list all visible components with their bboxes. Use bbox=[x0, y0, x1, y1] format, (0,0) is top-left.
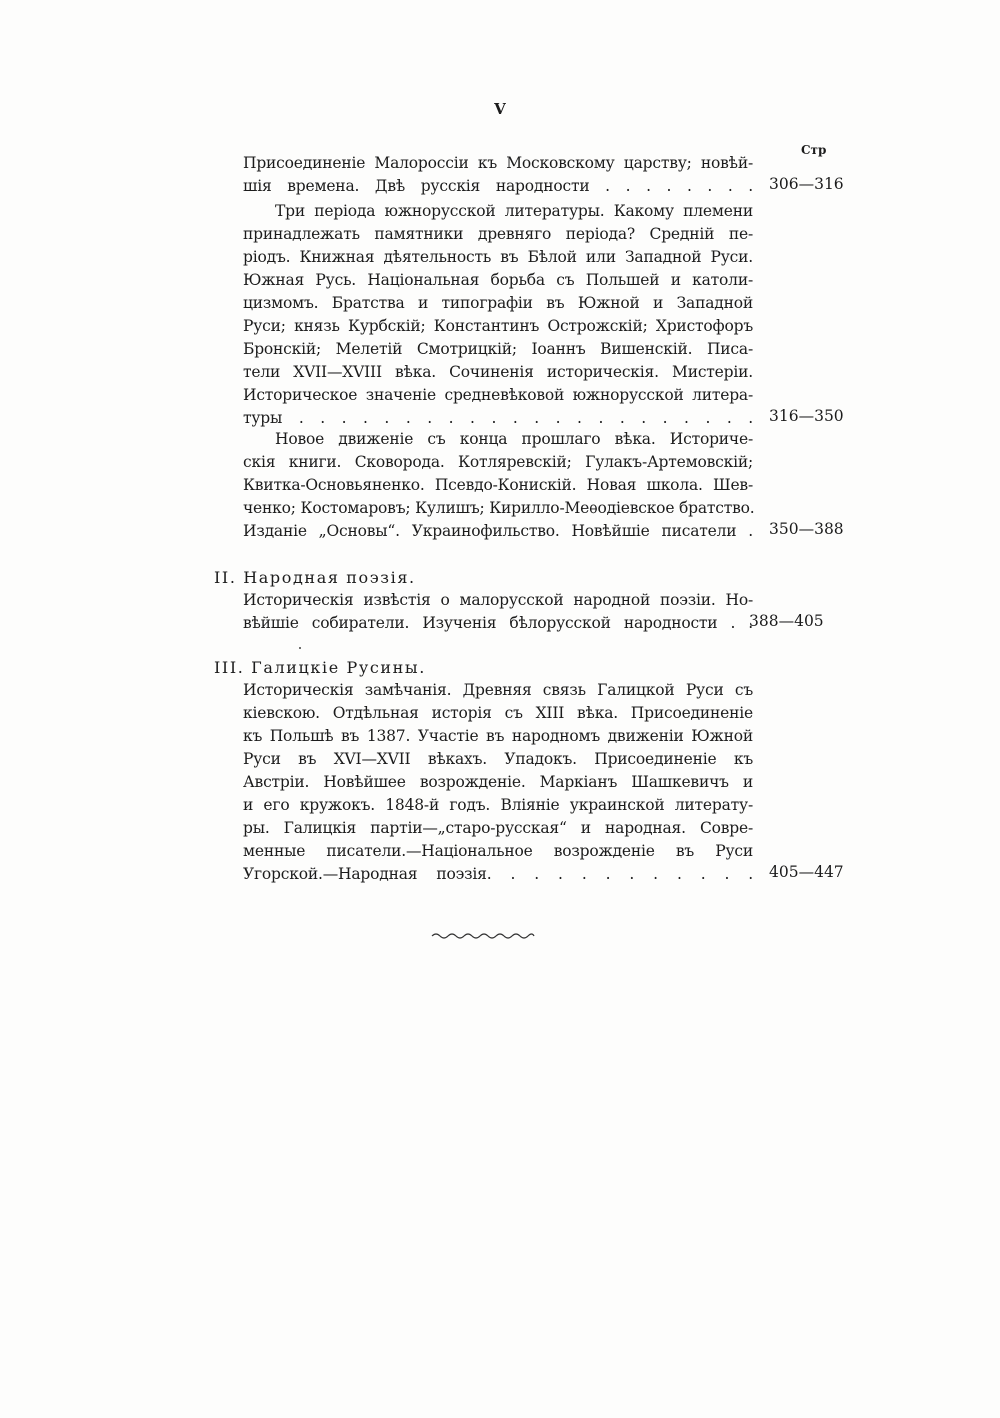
toc-line: цизмомъ. Братства и типографіи въ Южной и Западной bbox=[243, 294, 753, 312]
toc-line: тели XVII—XVIII вѣка. Сочиненія историческія. Мистеріи. bbox=[243, 363, 753, 381]
toc-line: туры . . . . . . . . . . . . . . . . . . . . . . bbox=[243, 409, 753, 427]
toc-line: Историческое значеніе средневѣковой южнорусской литера- bbox=[243, 386, 753, 404]
toc-line: вѣйшіе собиратели. Изученія бѣлорусской народности . . bbox=[243, 614, 753, 632]
page-range: 388—405 bbox=[749, 612, 824, 630]
toc-line: шія времена. Двѣ русскія народности . . . . . . . . bbox=[243, 177, 753, 195]
toc-line: ріодъ. Книжная дѣятельность въ Бѣлой или Западной Руси. bbox=[243, 248, 753, 266]
toc-line: Квитка-Основьяненко. Псевдо-Конискій. Новая школа. Шев- bbox=[243, 476, 753, 494]
toc-line: принадлежать памятники древняго періода? Средній пе- bbox=[243, 225, 753, 243]
toc-line: Историческія замѣчанія. Древняя связь Галицкой Руси съ bbox=[243, 681, 753, 699]
page-range: 306—316 bbox=[769, 175, 844, 193]
toc-line: Присоединеніе Малороссіи къ Московскому царству; новѣй- bbox=[243, 154, 753, 172]
toc-entry-4 bbox=[243, 589, 824, 635]
page-range: 316—350 bbox=[769, 407, 844, 425]
toc-entry-1 bbox=[243, 152, 844, 198]
toc-line: Южная Русь. Національная борьба съ Польшей и католи- bbox=[243, 271, 753, 289]
page-column-label: Стр bbox=[801, 143, 827, 157]
toc-line: Изданіе „Основы“. Украинофильство. Новѣйшіе писатели . bbox=[243, 522, 753, 540]
toc-line: къ Польшѣ въ 1387. Участіе въ народномъ движеніи Южной bbox=[243, 727, 753, 745]
section-title-folk-poetry: II. Народная поэзія. bbox=[214, 568, 416, 587]
toc-line: Угорской.—Народная поэзія. . . . . . . . . . . . bbox=[243, 865, 753, 883]
toc-line: Бронскій; Мелетій Смотрицкій; Іоаннъ Вишенскій. Писа- bbox=[243, 340, 753, 358]
toc-line: скія книги. Сковорода. Котляревскій; Гулакъ-Артемовскій; bbox=[243, 453, 753, 471]
toc-line: Новое движеніе съ конца прошлаго вѣка. Историче- bbox=[275, 430, 753, 448]
toc-line: Три періода южнорусской литературы. Какому племени bbox=[275, 202, 753, 220]
ink-speck bbox=[299, 647, 301, 649]
toc-entry-5 bbox=[243, 679, 844, 886]
section-title-galician-ruthenians: III. Галицкіе Русины. bbox=[214, 658, 426, 677]
toc-line: Руси въ XVI—XVII вѣкахъ. Упадокъ. Присоединеніе къ bbox=[243, 750, 753, 768]
toc-line: Руси; князь Курбскій; Константинъ Острожскій; Христофоръ bbox=[243, 317, 753, 335]
toc-line: кіевскою. Отдѣльная исторія съ XIII вѣка. Присоединеніе bbox=[243, 704, 753, 722]
toc-line: Австріи. Новѣйшее возрожденіе. Маркіанъ Шашкевичъ и bbox=[243, 773, 753, 791]
page-range: 350—388 bbox=[769, 520, 844, 538]
toc-line: ченко; Костомаровъ; Кулишъ; Кирилло-Меѳодіевское братство. bbox=[243, 499, 755, 517]
wavy-rule-ornament bbox=[430, 930, 536, 942]
toc-line: Историческія извѣстія о малорусской народной поэзіи. Но- bbox=[243, 591, 753, 609]
toc-line: менные писатели.—Національное возрожденіе въ Руси bbox=[243, 842, 753, 860]
page-range: 405—447 bbox=[769, 863, 844, 881]
toc-line: ры. Галицкія партіи—„старо-русская“ и народная. Совре- bbox=[243, 819, 753, 837]
toc-line: и его кружокъ. 1848-й годъ. Вліяніе украинской литерату- bbox=[243, 796, 753, 814]
page-number: V bbox=[494, 100, 506, 118]
toc-entry-3 bbox=[243, 428, 844, 543]
toc-entry-2 bbox=[243, 200, 844, 430]
